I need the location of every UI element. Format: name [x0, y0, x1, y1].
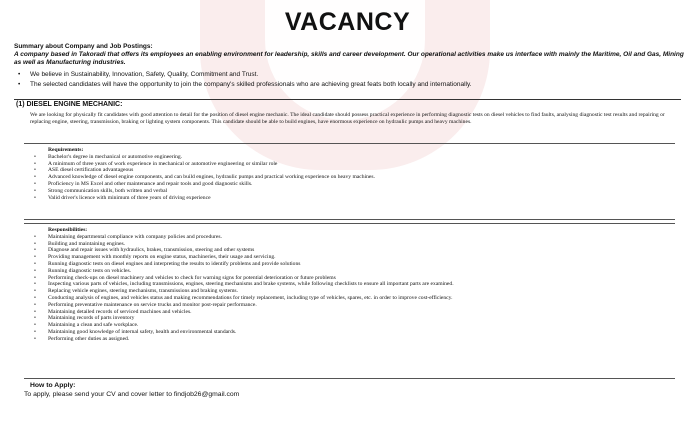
list-item: • Running diagnostic tests on diesel engines and interpreting the results to identify problems and provide solutions	[32, 261, 675, 268]
list-item: • Performing check-ups on diesel machinery and vehicles to check for warning signs for potential deterioration or future problems	[32, 275, 675, 282]
list-item: • Valid driver's licence with minimum of three years of driving experience	[32, 195, 675, 202]
application-instructions: To apply, please send your CV and cover letter to findjob26@gmail.com	[24, 391, 240, 398]
requirements-heading: Requirements:	[48, 147, 84, 153]
list-item: • Maintaining departmental compliance with company policies and procedures.	[32, 234, 675, 241]
section-divider	[14, 99, 681, 100]
list-item: • A minimum of three years of work experience in mechanical or automotive engineering or similar role	[32, 161, 675, 168]
list-item: • Running diagnostic tests on vehicles.	[32, 268, 675, 275]
list-item: • Providing management with monthly reports on engine status, machineries, their usage and servicing.	[32, 254, 675, 261]
position-title: (1) DIESEL ENGINE MECHANIC:	[16, 101, 123, 108]
page-title: VACANCY	[284, 8, 411, 36]
list-item: • Bachelor's degree in mechanical or automotive engineering.	[32, 154, 675, 161]
requirements-section	[24, 143, 675, 220]
requirements-list	[32, 154, 675, 202]
list-item: • Inspecting various parts of vehicles, including transmissions, engines, steering mechanisms and brake systems, while following checklists to ensure all important parts are examined.	[32, 281, 675, 288]
list-item: • Maintaining detailed records of serviced machines and vehicles.	[32, 309, 675, 316]
summary-bullets	[14, 71, 684, 89]
list-item: • Performing preventative maintenance on service trucks and monitor post-repair performance.	[32, 302, 675, 309]
responsibilities-heading: Responsibilities:	[48, 227, 88, 233]
list-item: • Strong communication skills, both written and verbal	[32, 188, 675, 195]
list-item: • ASE diesel certification advantageous	[32, 167, 675, 174]
how-to-apply-heading: How to Apply:	[30, 382, 76, 389]
summary-bullet: • The selected candidates will have the opportunity to join the company's skilled professionals who are achieving great feats both locally and internationally.	[14, 81, 684, 89]
list-item: • Advanced knowledge of diesel engine components, and can build engines, hydraulic pumps and practical working experience on heavy machines.	[32, 174, 675, 181]
summary-section	[14, 43, 684, 91]
company-intro: A company based in Takoradi that offers its employees an enabling environment for leadership, skills and career development. Our operational activities make us interface with mainly the Maritime, Oil and Gas, Mining as well as Manufacturing industries.	[14, 51, 684, 66]
list-item: • Maintaining records of parts inventory	[32, 315, 675, 322]
list-item: • Maintaining good knowledge of internal safety, health and environmental standards.	[32, 329, 675, 336]
list-item: • Performing other duties as assigned.	[32, 336, 675, 343]
responsibilities-section	[24, 223, 675, 379]
list-item: • Diagnose and repair issues with hydraulics, brakes, transmission, steering and other systems	[32, 247, 675, 254]
responsibilities-list	[32, 234, 675, 343]
list-item: • Proficiency in MS Excel and other maintenance and repair tools and good diagnostic skills.	[32, 181, 675, 188]
summary-heading: Summary about Company and Job Postings:	[14, 43, 153, 50]
list-item: • Replacing vehicle engines, steering mechanisms, transmissions and braking systems.	[32, 288, 675, 295]
list-item: • Building and maintaining engines.	[32, 241, 675, 248]
list-item: • Maintaining a clean and safe workplace.	[32, 322, 675, 329]
how-to-apply-section	[24, 381, 239, 399]
summary-bullet: • We believe in Sustainability, Innovation, Safety, Quality, Commitment and Trust.	[14, 71, 684, 79]
position-description: We are looking for physically fit candidates with good attention to detail for the position of diesel engine mechanic. The ideal candidate should possess practical experience in performing diagnostic tests on diesel vehicles to find faults, analysing diagnostic test results and repairing or replacing engine, steering, transmission, braking or lighting system components. This candidate should be able to build engines, have enormous experience on hydraulic pumps and heavy machines.	[30, 112, 665, 125]
list-item: • Conducting analysis of engines, and vehicles status and making recommendations for timely replacement, including type of vehicles, spares, etc. in order to improve cost-efficiency.	[32, 295, 675, 302]
